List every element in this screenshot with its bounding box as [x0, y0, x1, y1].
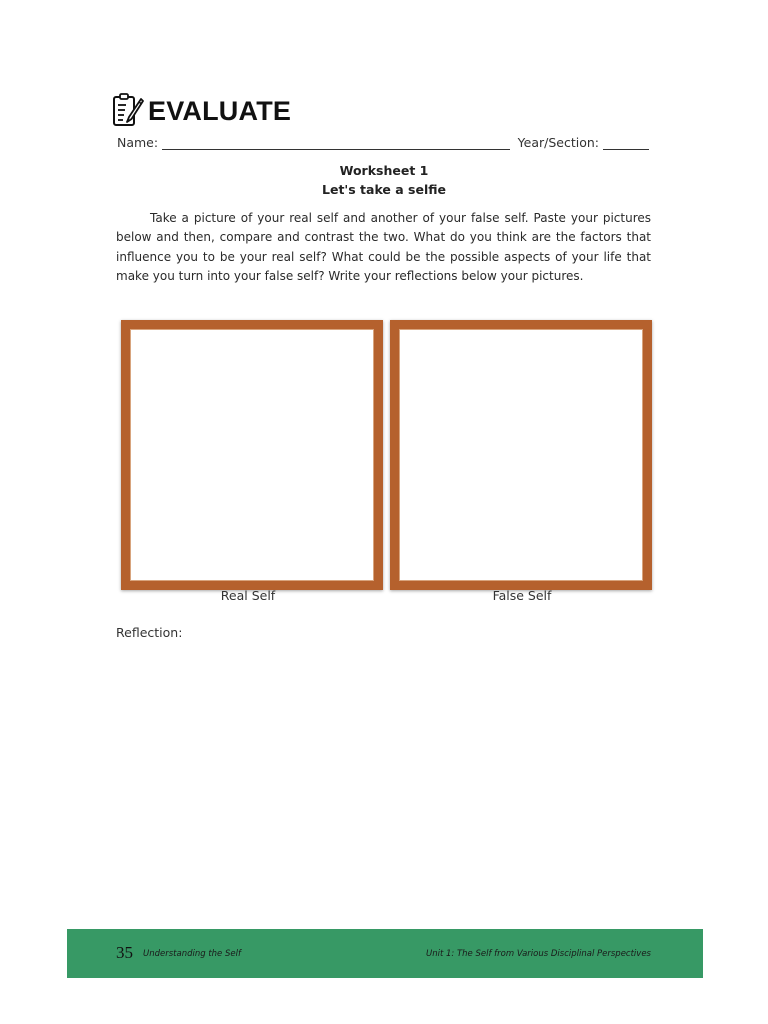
page-footer	[67, 929, 703, 978]
real-self-caption: Real Self	[220, 588, 276, 603]
name-year-row	[117, 135, 649, 150]
real-self-photo-frame	[121, 320, 383, 590]
book-title: Understanding the Self	[143, 949, 241, 959]
unit-title: Unit 1: The Self from Various Disciplinal Perspectives	[425, 949, 651, 959]
checklist-pencil-icon	[112, 93, 144, 129]
worksheet-subtitle: Let's take a selfie	[322, 182, 446, 197]
worksheet-title: Worksheet 1	[339, 163, 429, 178]
year-section-label: Year/Section:	[517, 135, 599, 150]
worksheet-instructions: Take a picture of your real self and another of your false self. Paste your pictures below and then, compare and contrast the two. What do you think are the factors that influence you to be your real self? What could be the possible aspects of your life that make you turn into your false self? Write your reflections below your pictures.	[116, 211, 651, 283]
reflection-label: Reflection:	[116, 625, 183, 640]
section-title: EVALUATE	[148, 95, 292, 126]
false-self-photo-frame	[390, 320, 652, 590]
section-heading	[112, 93, 291, 129]
year-section-field-line[interactable]	[603, 136, 649, 150]
page-number: 35	[116, 943, 133, 962]
name-label: Name:	[117, 135, 159, 150]
false-self-caption: False Self	[492, 588, 552, 603]
name-field-line[interactable]	[162, 136, 510, 150]
